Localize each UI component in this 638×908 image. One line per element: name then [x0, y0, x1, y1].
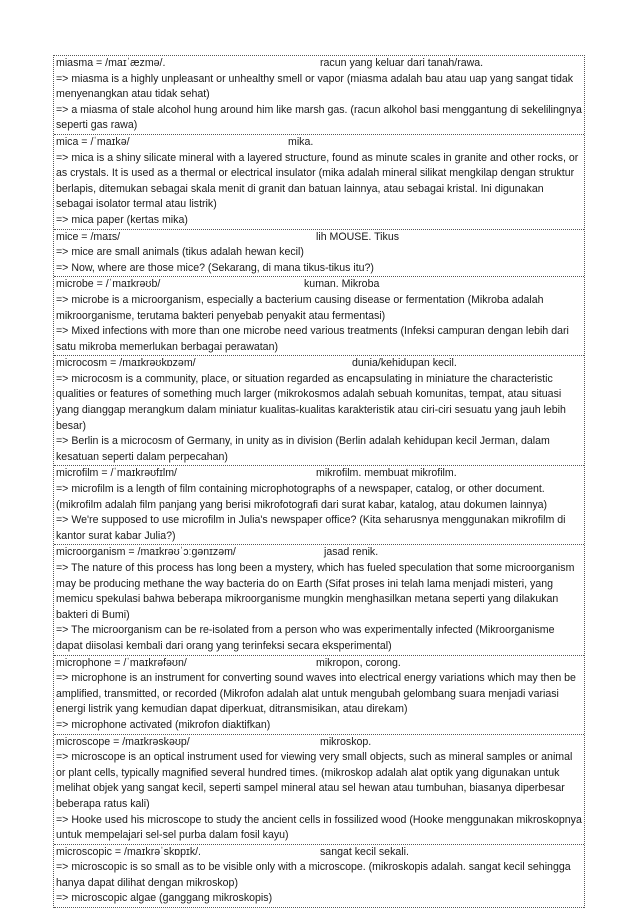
entry-meaning: kuman. Mikroba	[304, 278, 380, 291]
entry-term: microscopic = /maɪkrəˈskɒpɪk/.	[56, 845, 202, 858]
entry-meaning: racun yang keluar dari tanah/rawa.	[320, 57, 484, 69]
entry-meaning: sangat kecil sekali.	[320, 845, 409, 858]
entry-term: microfilm = /ˈmaɪkrəʊfɪlm/	[56, 467, 177, 480]
entry-mice	[54, 230, 584, 278]
entry-example: => Hooke used his microscope to study the ancient cells in fossilized wood (Hooke menggunakan mikroskopnya untuk mempelajari sel-sel purba dalam fosil kayu)	[56, 813, 582, 842]
entry-microcosm	[54, 356, 584, 466]
entry-meaning: dunia/kehidupan kecil.	[352, 357, 457, 370]
entry-term: microphone = /ˈmaɪkrəfəʊn/	[56, 656, 187, 669]
entry-header	[56, 277, 582, 293]
entry-term: mice = /maɪs/	[56, 230, 121, 243]
entry-term: mica = /ˈmaɪkə/	[56, 135, 130, 148]
entry-example: => mica is a shiny silicate mineral with a layered structure, found as minute scales in granite and other rocks, or as crystals. It is used as a thermal or electrical insulator (mika adalah mineral silikat mengkilap dengan struktur berlapis, ditemukan sebagai skala menit di granit dan batuan lainnya, atau sebagai kristal. Ini digunakan sebagai isolator termal atau listrik)	[56, 151, 579, 211]
entry-example: => microbe is a microorganism, especially a bacterium causing disease or fermentation (Mikroba adalah mikroorganisme, terutama bakteri penyebab penyakit atau fermentasi)	[56, 293, 544, 322]
entry-term: miasma = /maɪˈæzmə/.	[56, 57, 166, 69]
entry-term: microscope = /maɪkrəskəʊp/	[56, 735, 190, 748]
entry-header	[56, 356, 582, 372]
entry-term: microorganism = /maɪkrəʊˈɔːɡənɪzəm/	[56, 546, 236, 559]
entry-example: => microcosm is a community, place, or situation regarded as encapsulating in miniature the characteristic qualities or features of something much larger (mikrokosmos adalah sebuah komunitas, tempat, atau situasi yang dianggap merangkum dalam miniatur kualitas-kualitas karakteristik atau ciri-ciri sesuatu yang jauh lebih besar)	[56, 372, 566, 432]
entry-microscope	[54, 735, 584, 845]
entry-example: => mice are small animals (tikus adalah hewan kecil)	[56, 246, 304, 259]
entry-microphone	[54, 656, 584, 735]
entry-meaning: jasad renik.	[324, 546, 379, 559]
entry-meaning: mikrofilm. membuat mikrofilm.	[316, 467, 457, 480]
entry-example: => a miasma of stale alcohol hung around him like marsh gas. (racun alkohol basi menggantung di sekelilingnya seperti gas rawa)	[56, 103, 582, 132]
entry-example: => microscope is an optical instrument used for viewing very small objects, such as mineral samples or animal or plant cells, typically magnified several hundred times. (mikroskop adalah alat optik yang digunakan untuk melihat objek yang sangat kecil, seperti sampel mineral atau sel hewan atau tumbuhan, biasanya diperbesar beberapa ratus kali)	[56, 751, 573, 810]
entry-example: => microfilm is a length of film containing microphotographs of a newspaper, catalog, or other document. (mikrofilm adalah film panjang yang berisi mikrofotografi dari surat kabar, katalog, atau dokumen lainnya)	[56, 483, 548, 511]
entry-header	[56, 466, 582, 482]
entry-example: => The microorganism can be re-isolated from a person who was experimentally infected (Mikroorganisme dapat diisolasi kembali dari orang yang terinfeksi secara eksperimental)	[56, 624, 555, 652]
entry-microscopic	[54, 845, 584, 908]
entry-microfilm	[54, 466, 584, 545]
entry-header	[56, 135, 582, 151]
entry-example: => Mixed infections with more than one microbe need various treatments (Infeksi campuran dengan lebih dari satu mikroba memerlukan berbagai perawatan)	[56, 325, 569, 353]
entry-header	[56, 656, 582, 672]
entry-term: microcosm = /maɪkrəʊkɒzəm/	[56, 357, 196, 370]
entry-meaning: mikropon, corong.	[316, 656, 401, 669]
entry-mica	[54, 135, 584, 230]
entry-microorganism	[54, 545, 584, 655]
entry-header	[56, 845, 582, 861]
entry-header	[56, 230, 582, 246]
entry-meaning: mika.	[288, 135, 314, 148]
entry-example: => miasma is a highly unpleasant or unhealthy smell or vapor (miasma adalah bau atau uap yang sangat tidak menyenangkan atau tidak sehat)	[56, 72, 574, 101]
entry-example: => microscopic is so small as to be visible only with a microscope. (mikroskopis adalah. sangat kecil sehingga hanya dapat dilihat dengan mikroskop)	[56, 861, 571, 889]
entry-example: => mica paper (kertas mika)	[56, 213, 188, 226]
entry-example: => Berlin is a microcosm of Germany, in unity as in division (Berlin adalah kehidupan kecil Jerman, dalam kesatuan seperti dalam perpecahan)	[56, 435, 550, 463]
entry-microbe	[54, 277, 584, 356]
entry-example: => microphone is an instrument for converting sound waves into electrical energy variations which may then be amplified, transmitted, or recorded (Mikrofon adalah alat untuk mengubah gelombang suara menjadi variasi energi listrik yang kemudian dapat diperkuat, ditransmisikan, atau direkam)	[56, 672, 576, 716]
entry-meaning: lih MOUSE. Tikus	[316, 230, 400, 243]
vocabulary-list	[53, 55, 585, 908]
entry-term: microbe = /ˈmaɪkrəʊb/	[56, 278, 161, 291]
entry-example: => We're supposed to use microfilm in Julia's newspaper office? (Kita seharusnya menggunakan mikrofilm di kantor surat kabar Julia?)	[56, 514, 566, 542]
entry-example: => microscopic algae (ganggang mikroskopis)	[56, 892, 273, 905]
entry-example: => Now, where are those mice? (Sekarang, di mana tikus-tikus itu?)	[56, 261, 374, 274]
entry-example: => The nature of this process has long been a mystery, which has fueled speculation that some microorganism may be producing methane the way bacteria do on Earth (Sifat proses ini telah lama menjadi misteri, yang memicu spekulasi bahwa beberapa mikroorganisme mungkin menghasilkan metana seperti yang dilakukan bakteri di Bumi)	[56, 562, 575, 621]
entry-header	[56, 56, 582, 72]
entry-meaning: mikroskop.	[320, 735, 372, 748]
entry-example: => microphone activated (mikrofon diaktifkan)	[56, 718, 271, 731]
entry-header	[56, 735, 582, 751]
entry-header	[56, 545, 582, 561]
entry-miasma	[54, 56, 584, 135]
